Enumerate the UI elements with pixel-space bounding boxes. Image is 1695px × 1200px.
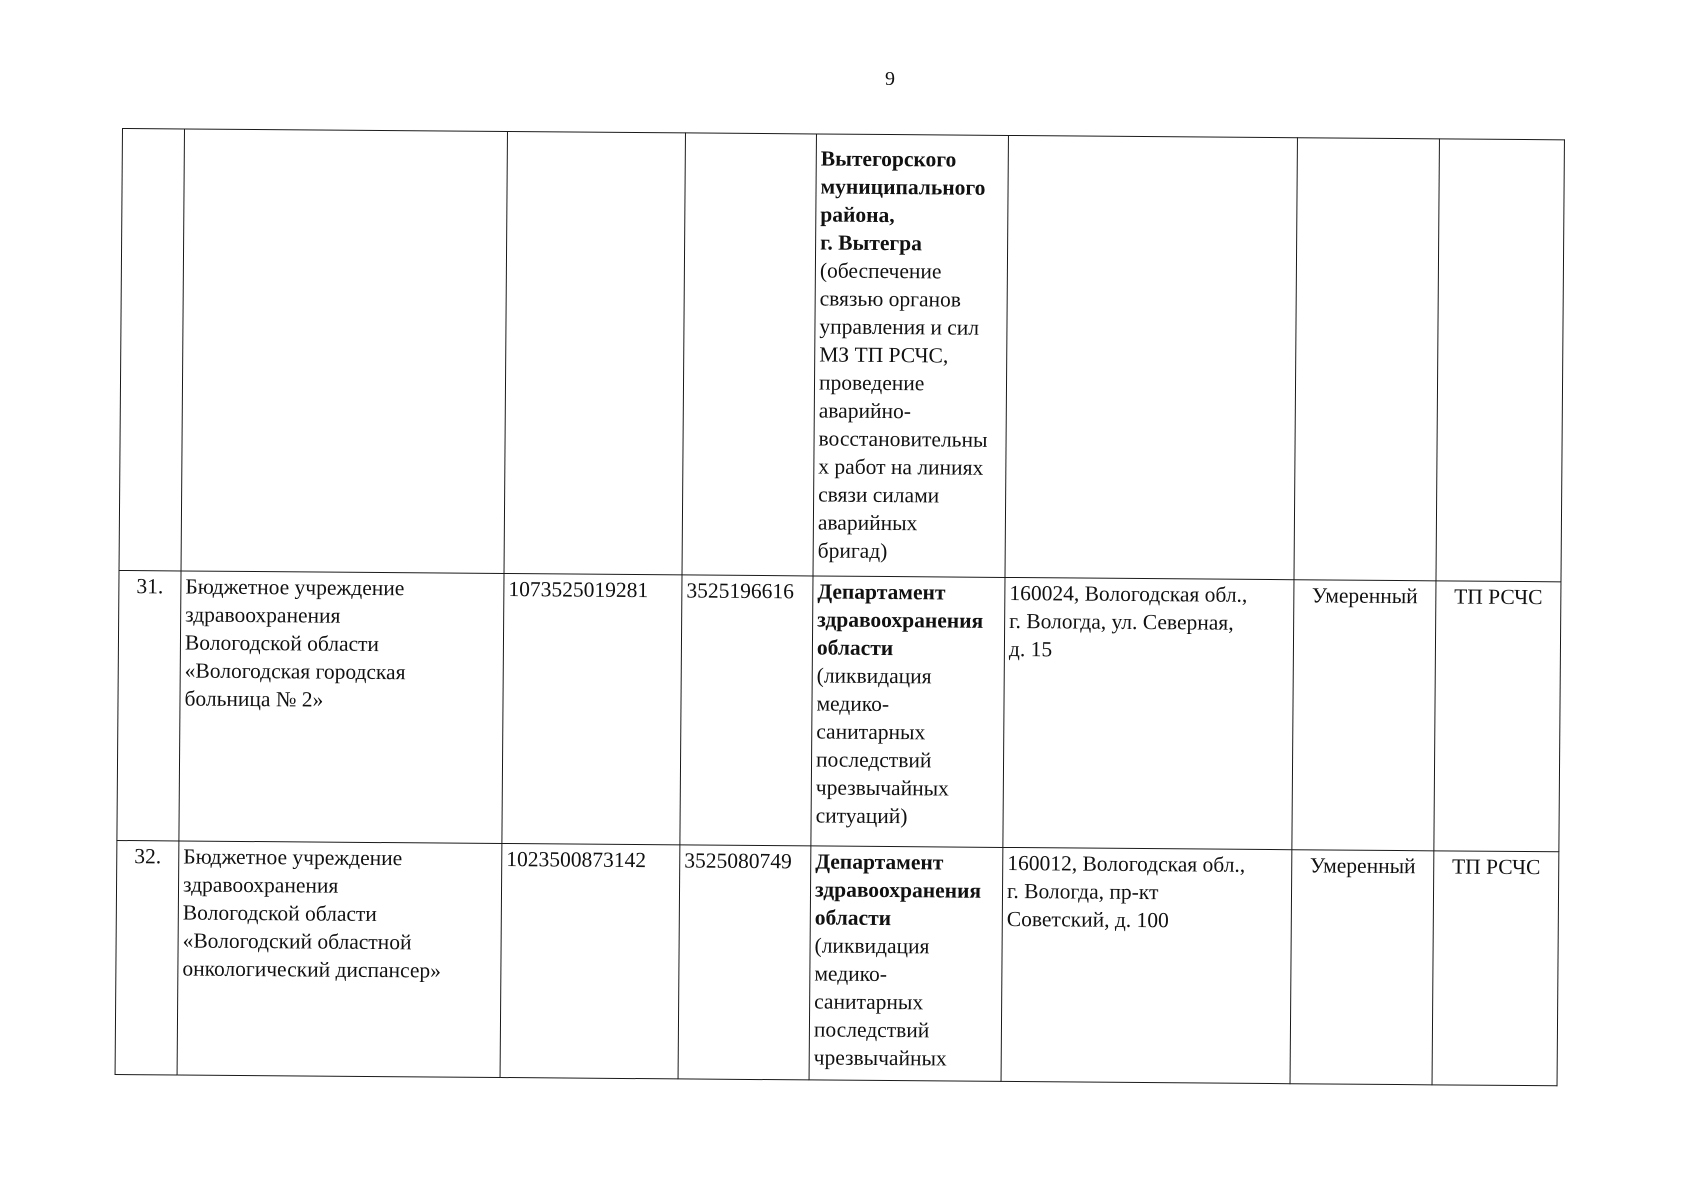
inn-value: 3525196616 [680,575,813,846]
subsystem [1436,139,1564,582]
responsible-body [809,846,1003,1082]
row-number: 31. [117,570,181,840]
subsystem: ТП РСЧС [1434,581,1561,852]
risk-class: Умеренный [1292,580,1436,851]
table-row [119,129,1564,582]
table-row [117,570,1561,851]
risk-class [1294,138,1439,581]
page-number: 9 [885,68,895,90]
responsible-body-function: (ликвидация медико- санитарных последствий чрезвычайных ситуаций) [815,663,949,829]
subsystem: ТП РСЧС [1432,851,1559,1086]
organization-name: Бюджетное учреждение здравоохранения Вологодской области «Вологодский областной онкологический диспансер» [177,841,502,1078]
responsible-body-name: Департамент здравоохранения области [814,849,982,931]
organization-name [181,129,507,574]
row-number: 32. [115,840,179,1074]
inn-value [682,133,816,576]
ogrn-value: 1073525019281 [502,574,682,845]
address: 160024, Вологодская обл., г. Вологда, ул. Северная, д. 15 [1003,577,1294,849]
responsible-body-function: (ликвидация медико- санитарных последствий чрезвычайных [813,933,947,1071]
responsible-body [811,576,1005,847]
inn-value: 3525080749 [678,845,811,1080]
responsible-body-function: (обеспечение связью органов управления и сил МЗ ТП РСЧС, проведение аварийно- восстановительны х работ на линиях связи силами аварийных бригад) [817,258,988,564]
responsible-body-name: Вытегорского муниципального района, г. Вытегра [820,146,986,256]
responsible-body [813,134,1008,577]
address: 160012, Вологодская обл., г. Вологда, пр-кт Советский, д. 100 [1001,847,1292,1083]
document-sheet [115,128,1564,1086]
ogrn-value: 1023500873142 [500,844,680,1079]
table-row [115,840,1559,1085]
organization-name: Бюджетное учреждение здравоохранения Вологодской области «Вологодская городская больница № 2» [179,571,504,844]
responsible-body-name: Департамент здравоохранения области [816,579,984,661]
row-number [119,129,184,571]
organizations-table [115,128,1565,1086]
address [1005,135,1297,579]
ogrn-value [504,132,685,575]
risk-class: Умеренный [1290,850,1434,1085]
